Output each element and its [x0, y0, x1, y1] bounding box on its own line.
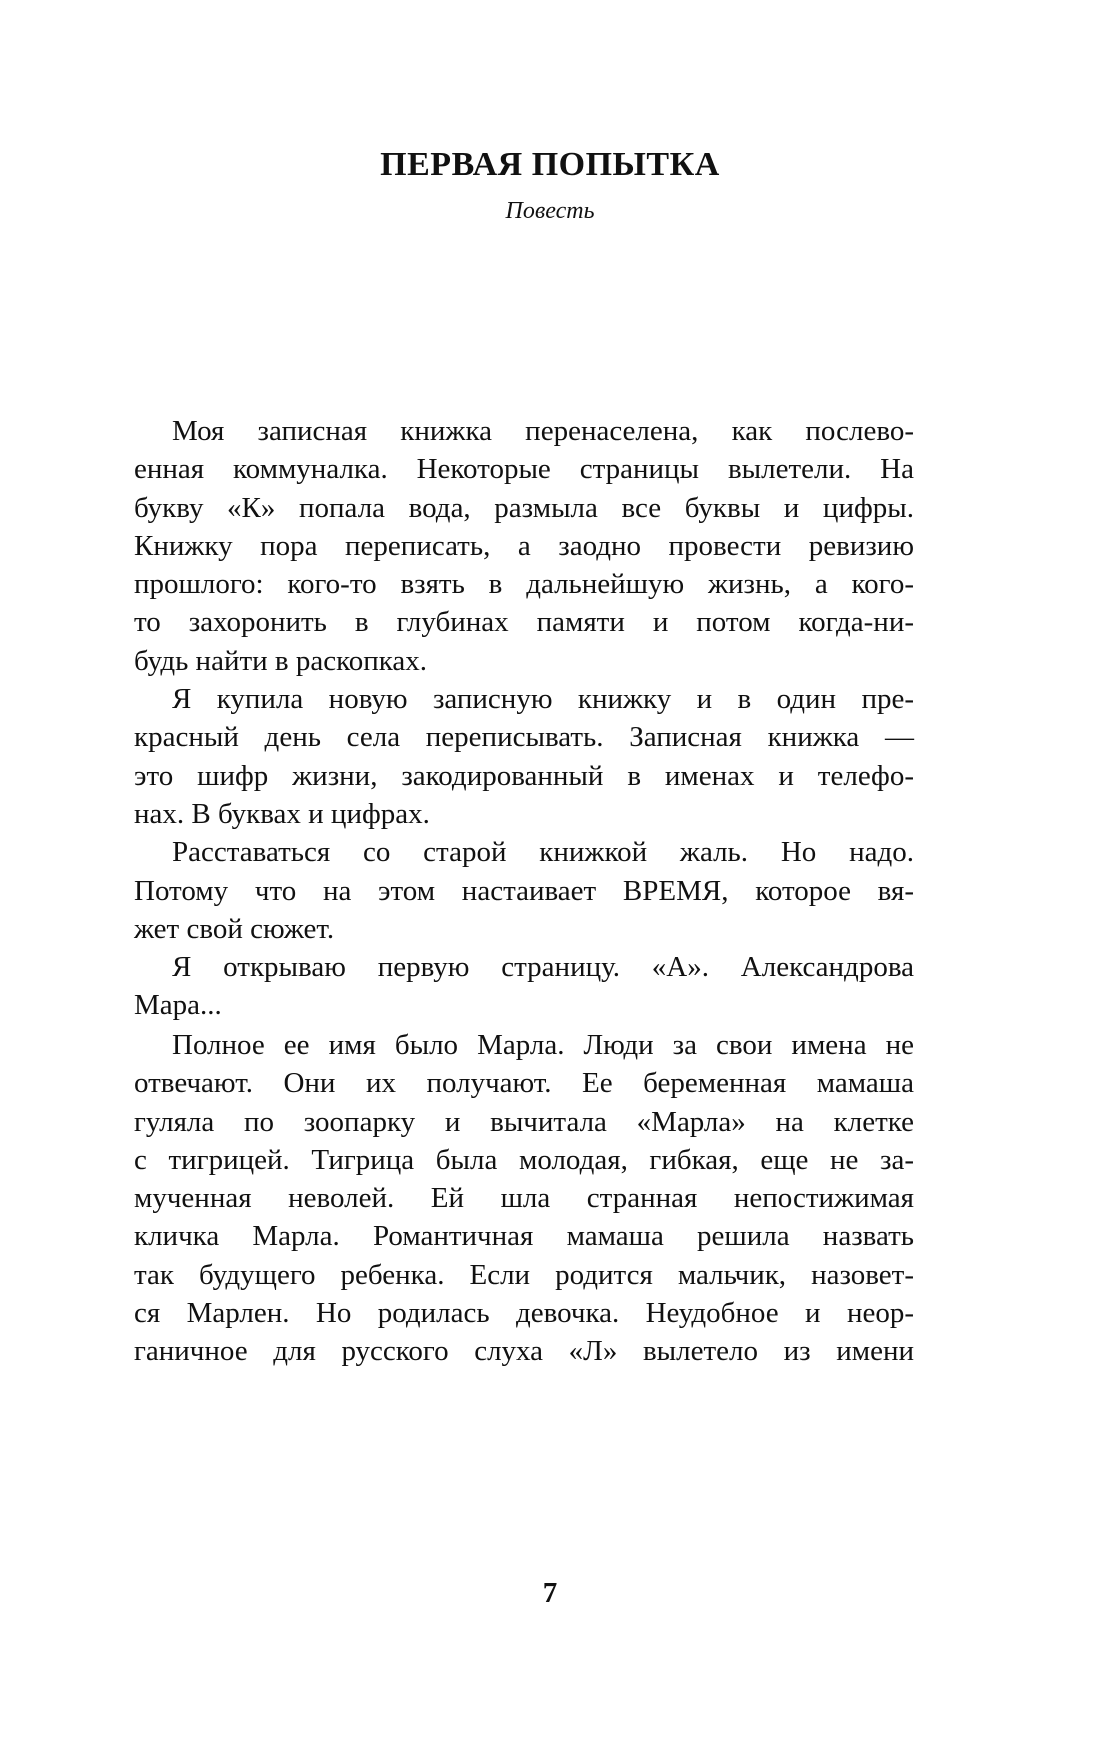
text-line: нах. В буквах и цифрах. [134, 797, 430, 830]
text-line: Я открываю первую страницу. «А». Александрова [172, 951, 914, 984]
text-line: ся Марлен. Но родилась девочка. Неудобное и неор- [134, 1297, 914, 1330]
text-line: прошлого: кого-то взять в дальнейшую жизнь, а кого- [134, 568, 914, 601]
text-line: это шифр жизни, закодированный в именах и телефо- [134, 759, 914, 792]
text-line: жет свой сюжет. [134, 912, 335, 945]
text-line: ганичное для русского слуха «Л» вылетело из имени [134, 1335, 914, 1368]
text-line: Моя записная книжка перенаселена, как послево- [172, 415, 914, 447]
text-line: гуляла по зоопарку и вычитала «Марла» на клетке [134, 1105, 914, 1138]
text-line: так будущего ребенка. Если родится мальчик, назовет- [134, 1258, 914, 1291]
page-number: 7 [542, 1577, 558, 1609]
text-section-2 [134, 1026, 914, 1371]
text-line: кличка Марла. Романтичная мамаша решила назвать [134, 1220, 914, 1253]
text-line: Расставаться со старой книжкой жаль. Но надо. [172, 836, 914, 869]
text-line: мученная неволей. Ей шла странная непостижимая [134, 1182, 914, 1215]
text-section-1 [134, 412, 914, 1025]
text-line: красный день села переписывать. Записная книжка — [134, 721, 914, 754]
text-line: Мара... [134, 989, 222, 1022]
text-line: Полное ее имя было Марла. Люди за свои имена не [172, 1029, 914, 1061]
text-line: будь найти в раскопках. [134, 644, 428, 677]
text-line: то захоронить в глубинах памяти и потом когда-ни- [134, 606, 914, 639]
text-line: отвечают. Они их получают. Ее беременная мамаша [134, 1067, 914, 1100]
chapter-subtitle: Повесть [505, 198, 595, 224]
text-line: Книжку пора переписать, а заодно провести ревизию [134, 529, 914, 562]
text-line: с тигрицей. Тигрица была молодая, гибкая, еще не за- [134, 1143, 914, 1176]
text-line: Я купила новую записную книжку и в один пре- [172, 683, 914, 716]
text-line: букву «К» попала вода, размыла все буквы и цифры. [134, 491, 914, 524]
text-line: енная коммуналка. Некоторые страницы вылетели. На [134, 453, 914, 486]
text-line: Потому что на этом настаивает ВРЕМЯ, которое вя- [134, 874, 914, 907]
chapter-title: ПЕРВАЯ ПОПЫТКА [380, 146, 720, 183]
